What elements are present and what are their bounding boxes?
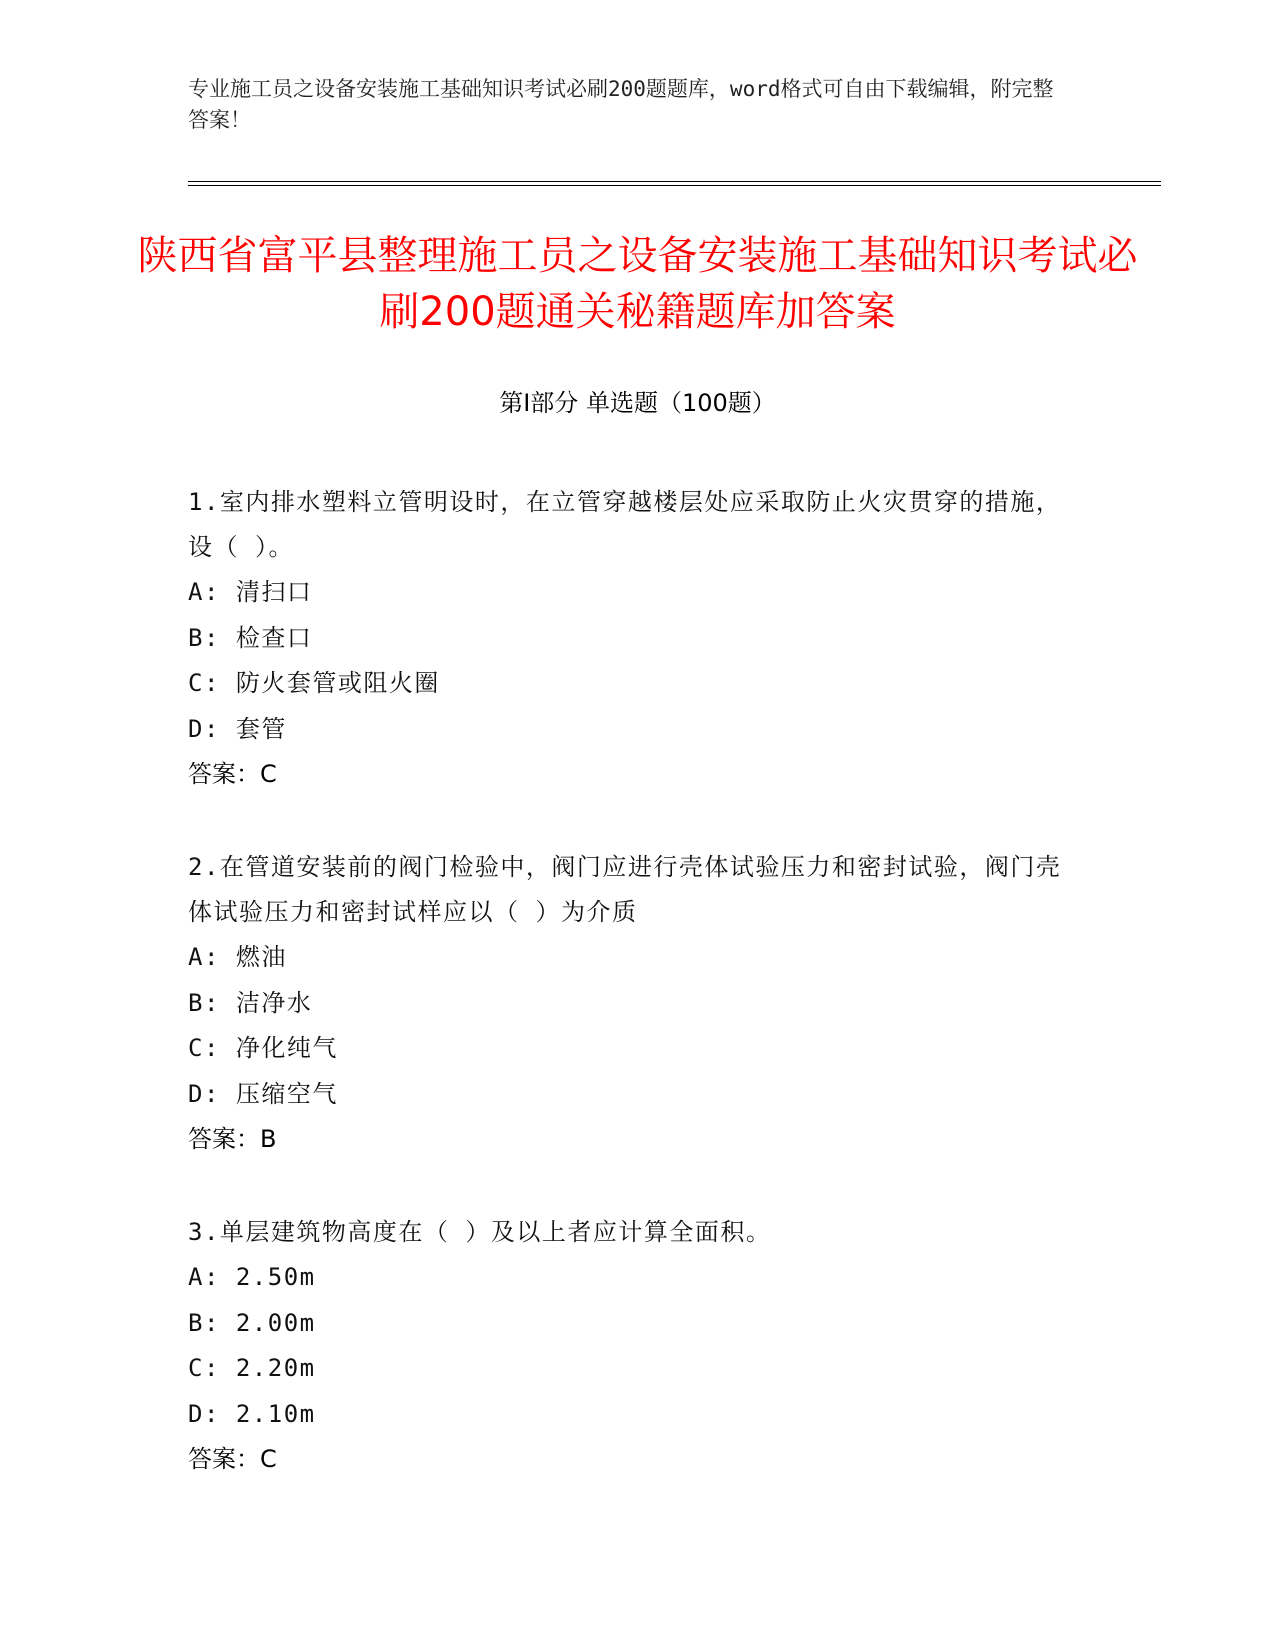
option-d: D: 2.10m bbox=[188, 1399, 316, 1428]
option-a: A: 燃油 bbox=[188, 943, 287, 971]
section-heading: 第Ⅰ部分 单选题（100题） bbox=[499, 389, 776, 417]
option-b: B: 2.00m bbox=[188, 1308, 316, 1337]
option-a: A: 2.50m bbox=[188, 1263, 316, 1291]
option-c: C: 2.20m bbox=[188, 1354, 316, 1382]
question-text: 2.在管道安装前的阀门检验中，阀门应进行壳体试验压力和密封试验，阀门壳体试验压力和密封试样应以（ ）为介质 bbox=[188, 853, 1062, 926]
option-b: B: 洁净水 bbox=[188, 988, 313, 1017]
answer-line: 答案：C bbox=[188, 1445, 277, 1473]
option-d: D: 压缩空气 bbox=[188, 1079, 338, 1108]
document-title: 陕西省富平县整理施工员之设备安装施工基础知识考试必刷200题通关秘籍题库加答案 bbox=[137, 233, 1138, 335]
option-d: D: 套管 bbox=[188, 714, 287, 743]
question-text: 1.室内排水塑料立管明设时，在立管穿越楼层处应采取防止火灾贯穿的措施，设（ ）。 bbox=[188, 488, 1062, 561]
header-divider-bottom bbox=[188, 185, 1161, 186]
option-a: A: 清扫口 bbox=[188, 578, 313, 606]
question-item bbox=[188, 480, 1068, 797]
header-note: 专业施工员之设备安装施工基础知识考试必刷200题题库，word格式可自由下载编辑，附完整答案！ bbox=[188, 77, 1054, 132]
question-item bbox=[188, 1210, 1068, 1482]
question-item bbox=[188, 845, 1068, 1162]
answer-line: 答案：C bbox=[188, 760, 277, 788]
question-list bbox=[188, 480, 1068, 1482]
option-b: B: 检查口 bbox=[188, 623, 313, 652]
header-divider-top bbox=[188, 181, 1161, 182]
question-text: 3.单层建筑物高度在（ ）及以上者应计算全面积。 bbox=[188, 1218, 772, 1246]
answer-line: 答案：B bbox=[188, 1125, 277, 1153]
option-c: C: 净化纯气 bbox=[188, 1034, 338, 1062]
option-c: C: 防火套管或阻火圈 bbox=[188, 669, 440, 697]
